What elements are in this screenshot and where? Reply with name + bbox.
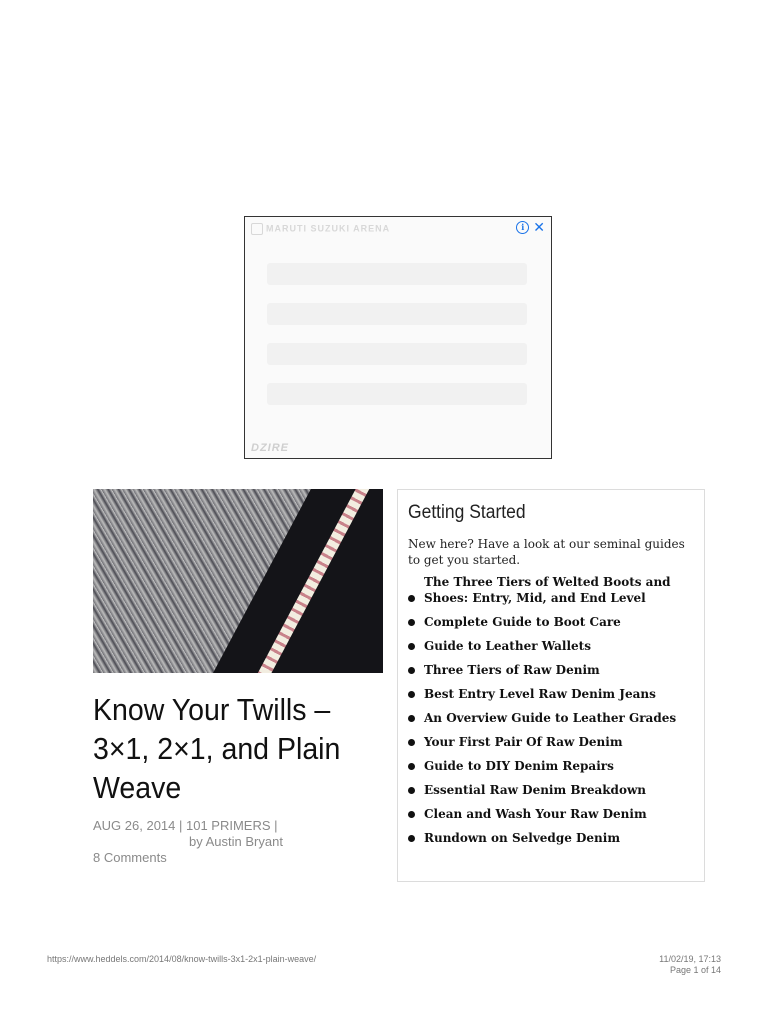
bullet-icon	[408, 787, 415, 794]
ad-placeholder	[267, 263, 527, 285]
ad-brand: MARUTI SUZUKI ARENA	[251, 223, 390, 235]
guide-link[interactable]: Rundown on Selvedge Denim	[408, 830, 694, 846]
ad-placeholder	[267, 343, 527, 365]
guide-link[interactable]: Guide to DIY Denim Repairs	[408, 758, 694, 774]
guide-list	[408, 574, 694, 846]
bullet-icon	[408, 739, 415, 746]
sidebar-heading: Getting Started	[408, 502, 526, 523]
guide-link[interactable]: Best Entry Level Raw Denim Jeans	[408, 686, 694, 702]
bullet-icon	[408, 763, 415, 770]
bullet-icon	[408, 643, 415, 650]
ad-placeholder	[267, 303, 527, 325]
guide-link[interactable]: Guide to Leather Wallets	[408, 638, 694, 654]
bullet-icon	[408, 715, 415, 722]
sidebar-intro: New here? Have a look at our seminal guides to get you started.	[408, 537, 685, 567]
guide-link[interactable]: Complete Guide to Boot Care	[408, 614, 694, 630]
hero-image-denim-twill	[93, 489, 383, 673]
article-date: AUG 26, 2014	[93, 818, 176, 833]
page-url: https://www.heddels.com/2014/08/know-twills-3x1-2x1-plain-weave/	[47, 954, 317, 964]
print-datetime: 11/02/19, 17:13	[659, 954, 721, 964]
guide-link[interactable]: An Overview Guide to Leather Grades	[408, 710, 694, 726]
article-category-link[interactable]: 101 PRIMERS	[186, 818, 271, 833]
bullet-icon	[408, 595, 415, 602]
page-number: Page 1 of 14	[669, 965, 721, 975]
print-info	[659, 954, 721, 976]
ad-controls	[516, 220, 545, 234]
bullet-icon	[408, 811, 415, 818]
info-icon[interactable]: i	[516, 221, 529, 234]
close-icon[interactable]: ✕	[533, 219, 545, 235]
guide-link[interactable]: Clean and Wash Your Raw Denim	[408, 806, 694, 822]
article-title: Know Your Twills – 3×1, 2×1, and Plain Weave	[93, 692, 341, 805]
guide-link[interactable]: Essential Raw Denim Breakdown	[408, 782, 694, 798]
hero-image-dark-area	[211, 489, 383, 673]
getting-started-sidebar	[397, 489, 705, 882]
article-author-link[interactable]: by Austin Bryant	[189, 834, 283, 849]
bullet-icon	[408, 691, 415, 698]
bullet-icon	[408, 667, 415, 674]
ad-footer-logo: DZIRE	[251, 442, 289, 454]
guide-link[interactable]: The Three Tiers of Welted Boots and Shoes: Entry, Mid, and End Level	[408, 574, 694, 606]
article-meta: AUG 26, 2014 | 101 PRIMERS | by Austin Bryant 8 Comments	[93, 818, 313, 866]
ad-placeholder	[267, 383, 527, 405]
brand-logo-icon	[251, 223, 263, 235]
article-comments-link[interactable]: 8 Comments	[93, 850, 167, 865]
bullet-icon	[408, 619, 415, 626]
guide-link[interactable]: Three Tiers of Raw Denim	[408, 662, 694, 678]
bullet-icon	[408, 835, 415, 842]
guide-link[interactable]: Your First Pair Of Raw Denim	[408, 734, 694, 750]
advertisement[interactable]	[244, 216, 552, 459]
